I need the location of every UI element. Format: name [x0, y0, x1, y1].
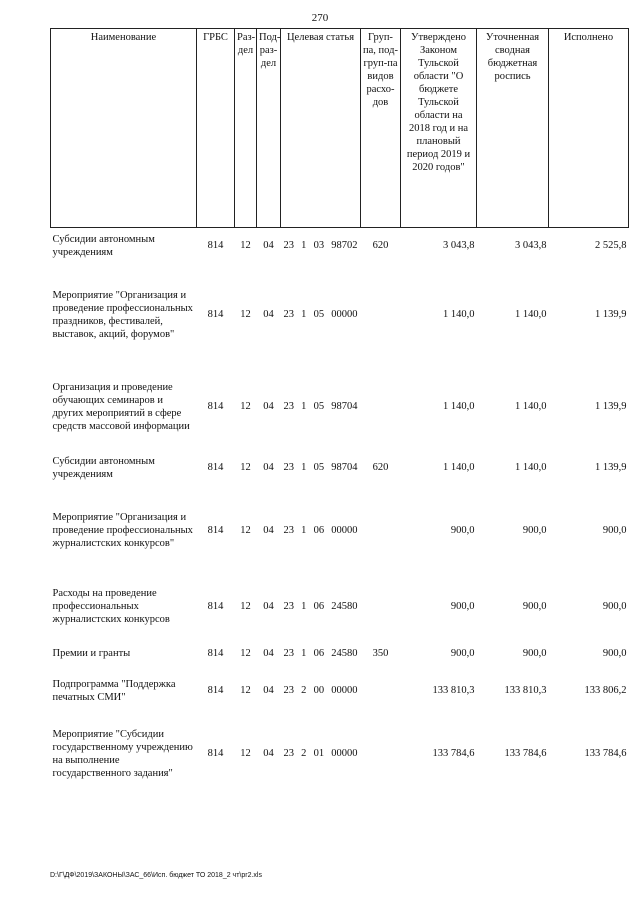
budget-table	[50, 28, 629, 794]
table-row	[51, 488, 629, 574]
target-code-part: 24580	[331, 648, 358, 659]
target-code-part: 1	[301, 648, 307, 659]
row-approved: 1 140,0	[443, 309, 475, 320]
target-code-part: 98704	[331, 462, 358, 473]
row-name: Расходы на проведение профессиональных журналистских конкурсов	[52, 588, 170, 625]
target-code-part: 2	[301, 685, 307, 696]
target-code-part: 00000	[331, 685, 358, 696]
target-code-part: 23	[283, 462, 294, 473]
target-code-part: 23	[283, 601, 294, 612]
row-approved: 133 784,6	[432, 748, 475, 759]
target-code-part: 06	[313, 648, 325, 659]
row-target	[281, 640, 361, 668]
footer-file-path: D:\Г\ДФ\2019\ЗАКОНЫ\ЗАС_66\Исп. бюджет ТО 2018_2 чт\pr2.xls	[50, 872, 262, 879]
row-executed: 900,0	[602, 601, 627, 612]
row-podrazdel: 04	[263, 401, 274, 412]
row-podrazdel: 04	[263, 525, 274, 536]
header-podrazdel: Под-раз-дел	[257, 29, 281, 228]
row-approved: 900,0	[450, 525, 475, 536]
row-podrazdel: 04	[263, 748, 274, 759]
row-podrazdel: 04	[263, 309, 274, 320]
row-grbs: 814	[207, 240, 224, 252]
row-podrazdel: 04	[263, 240, 274, 252]
header-executed: Исполнено	[549, 29, 629, 228]
target-code-part: 01	[313, 748, 325, 759]
header-grbs: ГРБС	[197, 29, 235, 228]
table-row	[51, 228, 629, 264]
row-vid	[361, 366, 401, 448]
target-code-part: 23	[283, 401, 294, 412]
header-approved: Утверждено Законом Тульской области "О бюджете Тульской области на 2018 год и на плановый период 2019 и 2020 годов"	[401, 29, 477, 228]
table-header-row	[51, 29, 629, 228]
row-name: Мероприятие "Организация и проведение профессиональных журналистских конкурсов"	[52, 512, 193, 549]
target-code-part: 1	[301, 309, 307, 320]
target-code-part: 05	[313, 309, 325, 320]
target-code-part: 23	[283, 240, 294, 252]
header-vid: Груп-па, под-груп-па видов расхо-дов	[361, 29, 401, 228]
target-code-part: 23	[283, 648, 294, 659]
row-refined: 900,0	[522, 601, 547, 612]
row-approved: 3 043,8	[443, 240, 475, 252]
target-code-part: 06	[313, 601, 325, 612]
row-executed: 1 139,9	[595, 462, 627, 473]
page-number: 270	[311, 12, 329, 24]
row-grbs: 814	[207, 309, 224, 320]
row-vid: 620	[372, 462, 389, 473]
target-code-part: 23	[283, 748, 294, 759]
row-grbs: 814	[207, 601, 224, 612]
row-razdel: 12	[240, 309, 251, 320]
row-approved: 900,0	[450, 648, 475, 659]
row-executed: 1 139,9	[595, 401, 627, 412]
target-code-part: 1	[301, 462, 307, 473]
table-row	[51, 714, 629, 794]
row-name: Мероприятие "Субсидии государственному учреждению на выполнение государственного задания"	[52, 728, 193, 779]
row-razdel: 12	[240, 685, 251, 696]
target-code-part: 23	[283, 525, 294, 536]
target-code-part: 00	[313, 685, 325, 696]
row-target	[281, 228, 361, 264]
row-vid	[361, 574, 401, 640]
row-name: Организация и проведение обучающих семинаров и других мероприятий в сфере средств массовой информации	[52, 381, 190, 432]
table-row	[51, 668, 629, 714]
row-executed: 133 784,6	[584, 748, 627, 759]
target-code-part: 23	[283, 685, 294, 696]
row-vid	[361, 714, 401, 794]
row-name: Субсидии автономным учреждениям	[52, 455, 155, 480]
target-code-part: 98704	[331, 401, 358, 412]
header-razdel: Раз-дел	[235, 29, 257, 228]
row-target	[281, 714, 361, 794]
row-razdel: 12	[240, 462, 251, 473]
row-podrazdel: 04	[263, 685, 274, 696]
row-grbs: 814	[207, 648, 224, 659]
target-code-part: 1	[301, 401, 307, 412]
target-code-part: 23	[283, 309, 294, 320]
row-grbs: 814	[207, 685, 224, 696]
row-refined: 1 140,0	[515, 401, 547, 412]
target-code-part: 00000	[331, 525, 358, 536]
row-approved: 1 140,0	[443, 401, 475, 412]
row-approved: 1 140,0	[443, 462, 475, 473]
target-code-part: 2	[301, 748, 307, 759]
table-row	[51, 448, 629, 488]
row-refined: 900,0	[522, 525, 547, 536]
row-executed: 133 806,2	[584, 685, 627, 696]
row-vid: 350	[372, 648, 389, 659]
row-refined: 1 140,0	[515, 462, 547, 473]
row-approved: 900,0	[450, 601, 475, 612]
target-code-part: 1	[301, 525, 307, 536]
table-body	[51, 228, 629, 794]
row-vid	[361, 668, 401, 714]
row-target	[281, 366, 361, 448]
row-approved: 133 810,3	[432, 685, 475, 696]
target-code-part: 1	[301, 601, 307, 612]
header-name: Наименование	[51, 29, 197, 228]
row-grbs: 814	[207, 748, 224, 759]
row-razdel: 12	[240, 401, 251, 412]
row-podrazdel: 04	[263, 648, 274, 659]
row-refined: 3 043,8	[515, 240, 547, 252]
row-executed: 1 139,9	[595, 309, 627, 320]
target-code-part: 03	[313, 240, 325, 252]
target-code-part: 24580	[331, 601, 358, 612]
table-row	[51, 264, 629, 366]
row-name: Премии и гранты	[52, 648, 131, 659]
target-code-part: 00000	[331, 748, 358, 759]
row-target	[281, 488, 361, 574]
row-vid	[361, 488, 401, 574]
table-row	[51, 574, 629, 640]
header-target: Целевая статья	[281, 29, 361, 228]
row-target	[281, 668, 361, 714]
row-podrazdel: 04	[263, 462, 274, 473]
row-razdel: 12	[240, 748, 251, 759]
target-code-part: 05	[313, 401, 325, 412]
row-refined: 900,0	[522, 648, 547, 659]
row-grbs: 814	[207, 525, 224, 536]
row-razdel: 12	[240, 648, 251, 659]
header-refined: Уточненная сводная бюджетная роспись	[477, 29, 549, 228]
row-target	[281, 574, 361, 640]
target-code-part: 00000	[331, 309, 358, 320]
row-executed: 900,0	[602, 525, 627, 536]
row-name: Субсидии автономным учреждениям	[52, 233, 155, 258]
target-code-part: 05	[313, 462, 325, 473]
row-target	[281, 264, 361, 366]
row-executed: 900,0	[602, 648, 627, 659]
target-code-part: 06	[313, 525, 325, 536]
target-code-part: 98702	[331, 240, 358, 252]
row-refined: 1 140,0	[515, 309, 547, 320]
row-refined: 133 784,6	[504, 748, 547, 759]
row-executed: 2 525,8	[595, 240, 627, 252]
row-vid	[361, 264, 401, 366]
row-razdel: 12	[240, 240, 251, 252]
row-razdel: 12	[240, 601, 251, 612]
row-razdel: 12	[240, 525, 251, 536]
row-podrazdel: 04	[263, 601, 274, 612]
row-target	[281, 448, 361, 488]
table-row	[51, 366, 629, 448]
table-row	[51, 640, 629, 668]
row-grbs: 814	[207, 401, 224, 412]
row-grbs: 814	[207, 462, 224, 473]
row-refined: 133 810,3	[504, 685, 547, 696]
row-vid: 620	[372, 240, 389, 252]
row-name: Мероприятие "Организация и проведение профессиональных праздников, фестивалей, выставок, акций, форумов"	[52, 289, 193, 340]
row-name: Подпрограмма "Поддержка печатных СМИ"	[52, 678, 176, 703]
target-code-part: 1	[301, 240, 307, 252]
